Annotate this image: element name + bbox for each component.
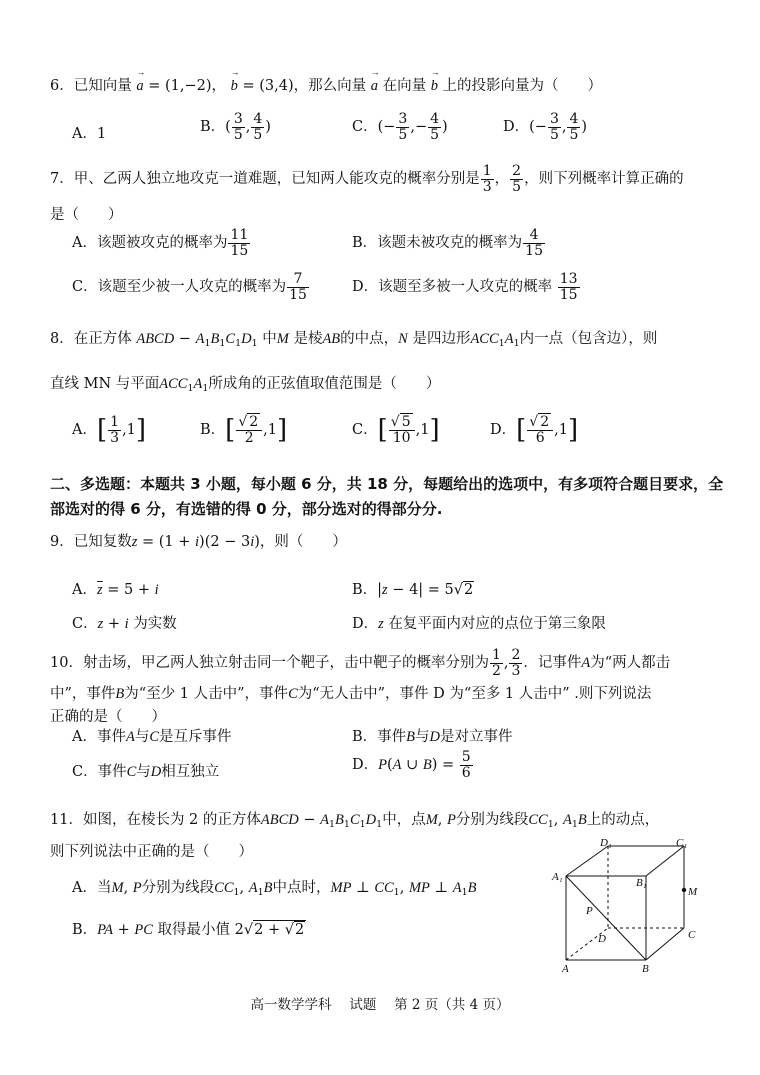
q9-option-b: B．|z − 4| = 5√2 [352, 582, 474, 598]
q7-option-a: A．该题被攻克的概率为 $\frac{11}{15}$ [72, 227, 249, 259]
q9-option-d-label: D． [352, 616, 379, 632]
page-footer: 高一数学学科 试题 第 2 页（共 4 页） [250, 997, 510, 1013]
label-d1: D₁ [600, 838, 612, 849]
q10-option-b-post: 是对立事件 [440, 729, 513, 745]
q7-option-d: D．该题至多被一人攻克的概率 $\frac{13}{15}$ [352, 271, 578, 303]
q10-text-post: ．记事件 [523, 655, 582, 672]
q8-option-d-label: D． [490, 422, 517, 439]
q8-text-mid: 中 [262, 331, 277, 347]
q10-option-c-post: 相互独立 [161, 764, 220, 780]
q10-option-d-label: D． [352, 757, 379, 774]
q11-option-a-mid: 分别为线段 [141, 880, 215, 896]
q11-option-a-pre: A．当 [72, 880, 112, 896]
q10-option-b-mid: 与 [415, 729, 430, 745]
question-6-stem: 6．已知向量 → a = (1,−2)， → b = (3,4)，那么向量 → a 在向量 → b 上的投影向量为（ ） [50, 74, 602, 95]
q8-text-mid2: 是棱 [293, 331, 323, 347]
q7-option-c-text: C．该题至少被一人攻克的概率为 [72, 279, 287, 296]
q11-text-mid: 中，点 [382, 812, 426, 828]
q11-text-post: 上的动点， [586, 812, 660, 828]
q9-text-post: ，则（ ） [259, 534, 347, 550]
q10-option-c-mid: 与 [136, 764, 151, 780]
q9-text-pre: 9．已知复数 [50, 534, 132, 550]
q6-text-mid2: 在向量 [382, 78, 427, 94]
q10-line2-a: 中”，事件 [50, 686, 116, 702]
q6-a-expr: = (1,−2) [148, 78, 212, 94]
question-9-stem: 9．已知复数z = (1 + i)(2 − 3i)，则（ ） [50, 534, 347, 550]
q8-option-c: C．[ $\frac{√ 5}{10}$ ,1] [352, 414, 440, 446]
q8-option-c-label: C． [352, 422, 378, 439]
q9-option-a: A．$\overline{z} = 5 + i$ [72, 582, 159, 598]
q7-option-b-text: B．该题未被攻克的概率为 [352, 235, 523, 252]
q7-option-a-text: A．该题被攻克的概率为 [72, 235, 228, 252]
question-7-stem: 7．甲、乙两人独立地攻克一道难题，已知两人能攻克的概率分别是 $\frac{1}{3}$ ， $\frac{2}{5}$ ，则下列概率计算正确的 [50, 163, 684, 195]
label-a1: A₁ [552, 871, 563, 883]
vector-a: → a [136, 78, 143, 95]
question-11-line2: 则下列说法中正确的是（ ） [50, 844, 253, 860]
question-8-line2: 直线 MN 与平面$ACC_1A_1$所成角的正弦值取值范围是（ ） [50, 376, 441, 394]
q7-option-d-text: D．该题至多被一人攻克的概率 [352, 279, 553, 296]
q10-line2-b: 为“至少 1 人击中”，事件 [124, 686, 289, 702]
label-m: M [688, 886, 698, 898]
q11-option-a-post: 中点时， [272, 880, 331, 896]
label-c1: C₁ [676, 838, 688, 849]
q8-line2-pre: 直线 MN 与平面 [50, 376, 160, 392]
question-10-line2: 中”，事件B为“至少 1 人击中”，事件C为“无人击中”，事件 D 为“至多 1 人击中” .则下列说法 [50, 686, 652, 702]
vector-a-2: → a [371, 78, 378, 95]
q8-text-pre: 8．在正方体 [50, 331, 132, 347]
q8-option-a: A．[ $\frac{1}{3}$ ,1] [72, 414, 147, 446]
q6-option-c-label: C． [352, 119, 378, 136]
q9-option-d-text: 在复平面内对应的点位于第三象限 [388, 616, 606, 632]
q8-line2-post: 所成角的正弦值取值范围是（ ） [208, 376, 441, 392]
q10-line2-c: 为“无人击中”，事件 D 为“至多 1 人击中” .则下列说法 [297, 686, 652, 702]
q6-option-d: D．(− $\frac{3}{5}$ , $\frac{4}{5}$ ) [503, 111, 588, 143]
q6-option-c: C．(− $\frac{3}{5}$ ,− $\frac{4}{5}$ ) [352, 111, 448, 143]
question-10-line3: 正确的是（ ） [50, 709, 166, 725]
q6-text-post: 上的投影向量为（ ） [442, 78, 603, 94]
q11-text-mid2: 分别为线段 [455, 812, 529, 828]
q6-option-b-label: B． [200, 119, 226, 136]
q8-text-mid4: 是四边形 [412, 331, 471, 347]
q8-option-d: D．[ $\frac{√ 2}{6}$ ,1] [490, 414, 579, 446]
q6-option-b: B．( $\frac{3}{5}$ , $\frac{4}{5}$ ) [200, 111, 271, 143]
q10-option-a-mid: 与 [134, 729, 150, 745]
label-d: D [598, 933, 606, 945]
q6-b-expr: = (3,4) [242, 78, 294, 94]
q8-text-mid3: 的中点， [340, 331, 399, 347]
q10-option-c: C．事件C与D相互独立 [72, 764, 220, 780]
q9-option-d: D．z 在复平面内对应的点位于第三象限 [352, 616, 606, 632]
cube-figure [548, 838, 718, 978]
q10-option-c-pre: C．事件 [72, 764, 127, 780]
label-p: P [586, 905, 593, 917]
question-10-stem: 10．射击场，甲乙两人独立射击同一个靶子，击中靶子的概率分别为 $\frac{1}{2}$ , $\frac{2}{3}$ ．记事件A为“两人都击 [50, 647, 671, 679]
q6-text-mid: ，那么向量 [293, 78, 367, 94]
question-7-line2: 是（ ） [50, 207, 123, 223]
q10-option-a-pre: A．事件 [72, 729, 126, 745]
q11-option-b-pre: B． [72, 922, 98, 938]
q8-option-b: B．[ $\frac{√ 2}{2}$ ,1] [200, 414, 288, 446]
q11-option-a: A．当M, P分别为线段$CC_1$, $A_1B$中点时，MP ⊥ $CC_1$, MP ⊥ $A_1B$ [72, 880, 477, 898]
q9-option-c-label: C． [72, 616, 98, 632]
q6-option-d-label: D． [503, 119, 530, 136]
label-a: A [562, 963, 569, 975]
question-8-stem: 8．在正方体 ABCD − $A_1B_1C_1D_1$ 中M 是棱AB的中点，N 是四边形$ACC_1A_1$内一点（包含边），则 [50, 331, 658, 349]
q10-option-a: A．事件A与C是互斥事件 [72, 729, 232, 745]
q9-option-a-label: A． [72, 582, 97, 598]
label-b: B [642, 963, 649, 975]
q10-option-a-post: 是互斥事件 [159, 729, 232, 745]
q9-option-c-text: 为实数 [133, 616, 177, 632]
label-c: C [688, 929, 696, 941]
q11-option-b-mid: 取得最小值 [157, 922, 231, 938]
q10-option-b: B．事件B与D是对立事件 [352, 729, 513, 745]
vector-b-2: → b [431, 78, 438, 95]
q6-text-pre: 6．已知向量 [50, 78, 132, 94]
q6-option-a: A．1 [72, 126, 107, 142]
q8-text-post: 内一点（包含边），则 [519, 331, 658, 347]
label-b1: B₁ [636, 877, 647, 889]
point-m [682, 888, 686, 892]
q8-option-a-label: A． [72, 422, 97, 439]
q7-text-pre: 7．甲、乙两人独立地攻克一道难题，已知两人能攻克的概率分别是 [50, 171, 480, 188]
question-11-stem: 11．如图，在棱长为 2 的正方体ABCD − $A_1B_1C_1D_1$中，点M, P分别为线段$CC_1$, $A_1B$上的动点， [50, 812, 660, 830]
q11-text-pre: 11．如图，在棱长为 2 的正方体 [50, 812, 261, 828]
section-2-heading: 二、多选题：本题共 3 小题，每小题 6 分，共 18 分，每题给出的选项中，有多项符合题目要求，全部选对的得 6 分，有选错的得 0 分，部分选对的得部分分. [50, 475, 724, 518]
q7-text-post: ，则下列概率计算正确的 [524, 171, 684, 188]
q11-option-b: B．PA + PC 取得最小值 2√2 + √2 [72, 922, 305, 938]
q9-option-c: C．z + i 为实数 [72, 616, 177, 632]
q10-text-pre: 10．射击场，甲乙两人独立射击同一个靶子，击中靶子的概率分别为 [50, 655, 489, 672]
q7-option-c: C．该题至少被一人攻克的概率为 $\frac{7}{15}$ [72, 271, 307, 303]
q8-option-b-label: B． [200, 422, 226, 439]
q10-text-tail: 为“两人都击 [590, 655, 671, 672]
q10-option-b-pre: B．事件 [352, 729, 407, 745]
q9-option-b-label: B． [352, 582, 378, 598]
q7-option-b: B．该题未被攻克的概率为 $\frac{4}{15}$ [352, 227, 543, 259]
q10-option-d: D．P(A ∪ B) = $\frac{5}{6}$ [352, 749, 471, 781]
vector-b: → b [231, 78, 238, 95]
